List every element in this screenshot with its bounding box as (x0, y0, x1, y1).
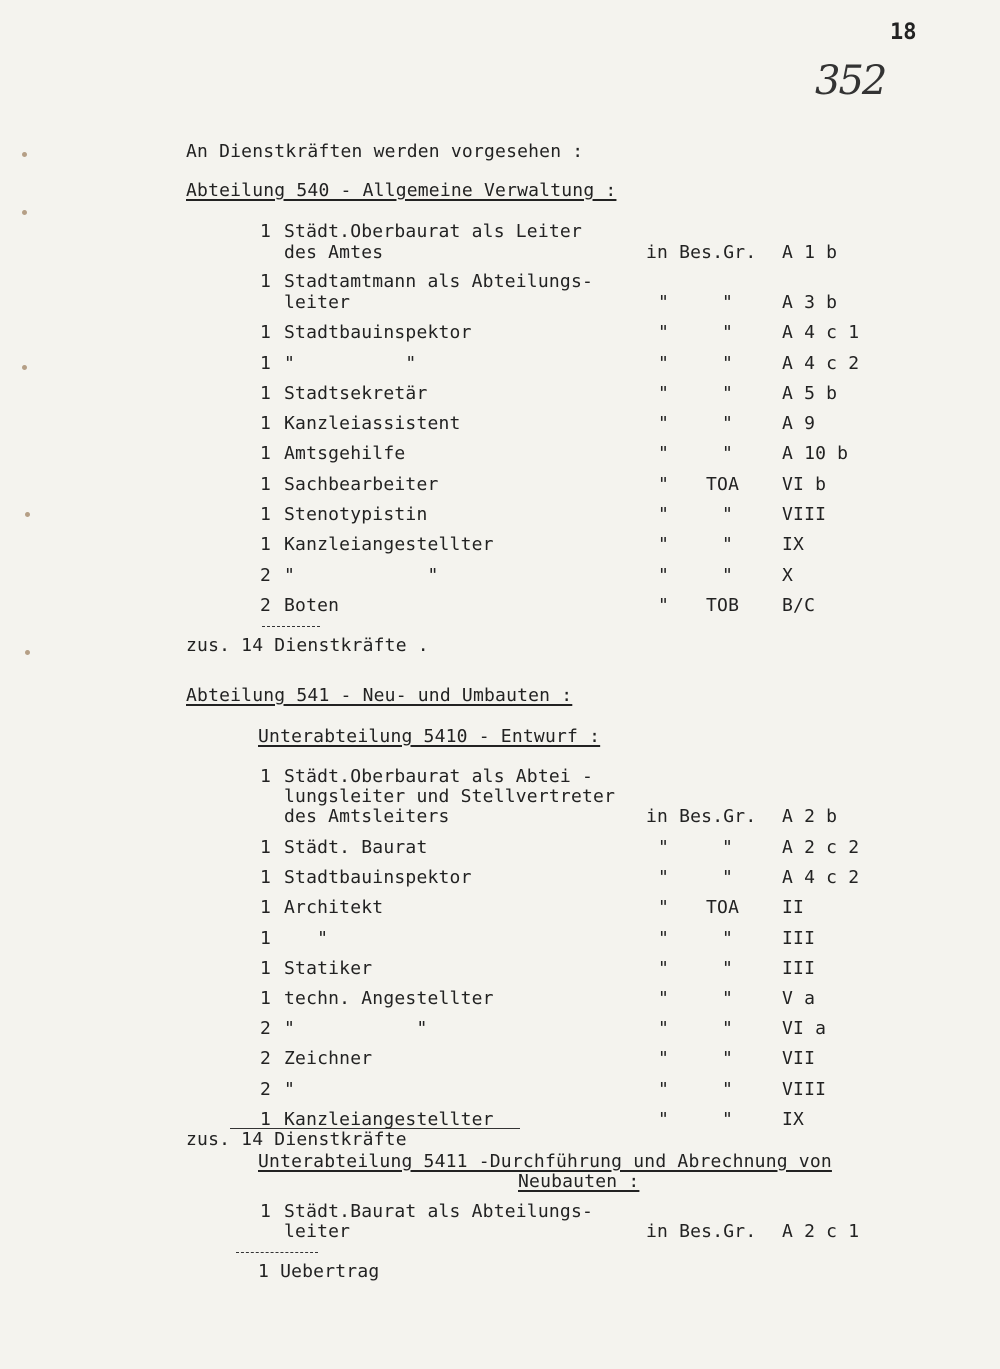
carry-line: 1 Uebertrag (258, 1261, 380, 1282)
row-position: Stenotypistin (284, 504, 428, 525)
row-ditto-1: " (658, 958, 670, 979)
row-position: leiter (284, 292, 351, 313)
row-grade: VI b (782, 474, 827, 495)
row-ditto-1: " (658, 1048, 670, 1069)
row-count: 1 (260, 221, 272, 242)
row-pay-scale: " (722, 1079, 734, 1100)
row-position: Sachbearbeiter (284, 474, 439, 495)
row-count: 1 (260, 766, 272, 787)
row-count: 1 (260, 867, 272, 888)
row-pay-scale: " (722, 322, 734, 343)
row-position: leiter (284, 1221, 351, 1242)
row-grade: A 10 b (782, 443, 849, 464)
carry-divider (236, 1252, 318, 1253)
row-count: 1 (260, 897, 272, 918)
row-grade: VI a (782, 1018, 827, 1039)
punch-mark (22, 210, 27, 215)
row-count: 2 (260, 1079, 272, 1100)
row-grade: A 4 c 2 (782, 867, 860, 888)
row-position: Amtsgehilfe (284, 443, 406, 464)
row-count: 2 (260, 1018, 272, 1039)
row-count: 1 (260, 1109, 272, 1130)
row-ditto-1: " (658, 1109, 670, 1130)
section-540-total: zus. 14 Dienstkräfte . (186, 635, 429, 656)
row-grade: VII (782, 1048, 816, 1069)
punch-mark (25, 512, 30, 517)
section-541-heading: Abteilung 541 - Neu- und Umbauten : (186, 685, 573, 706)
sum-divider (262, 626, 320, 627)
row-position: " " (284, 353, 417, 374)
row-ditto-1: " (658, 292, 670, 313)
row-count: 1 (260, 988, 272, 1009)
row-pay-scale: " (722, 504, 734, 525)
row-grade: VIII (782, 504, 827, 525)
row-position: Architekt (284, 897, 384, 918)
handwritten-page-number: 352 (815, 58, 886, 104)
row-ditto-1: " (658, 595, 670, 616)
row-position: Stadtbauinspektor (284, 867, 472, 888)
row-pay-scale: " (722, 292, 734, 313)
row-position: Städt.Oberbaurat als Abtei - (284, 766, 594, 787)
subsection-5411-heading: Unterabteilung 5411 -Durchführung und Abrechnung von (258, 1151, 832, 1172)
row-count: 1 (260, 504, 272, 525)
row-position: techn. Angestellter (284, 988, 494, 1009)
row-pay-scale: TOB (706, 595, 740, 616)
row-position: Zeichner (284, 1048, 373, 1069)
row-position: Kanzleiangestellter (284, 534, 494, 555)
row-pay-scale: " (722, 565, 734, 586)
row-position: Kanzleiassistent (284, 413, 461, 434)
section-540-heading: Abteilung 540 - Allgemeine Verwaltung : (186, 180, 617, 201)
punch-mark (25, 650, 30, 655)
row-count: 1 (260, 958, 272, 979)
row-position: Statiker (284, 958, 373, 979)
row-grade: A 2 c 1 (782, 1221, 860, 1242)
row-position: Stadtamtmann als Abteilungs- (284, 271, 594, 292)
row-pay-scale: " (722, 1109, 734, 1130)
row-ditto-1: " (658, 988, 670, 1009)
row-grade: A 9 (782, 413, 816, 434)
row-grade: IX (782, 1109, 805, 1130)
row-count: 1 (260, 474, 272, 495)
row-pay-group-label: in Bes.Gr. (646, 1221, 757, 1242)
row-count: 1 (260, 928, 272, 949)
row-pay-scale: " (722, 1018, 734, 1039)
row-count: 1 (260, 322, 272, 343)
row-pay-group-label: in Bes.Gr. (646, 806, 757, 827)
row-grade: X (782, 565, 794, 586)
row-position: Kanzleiangestellter (284, 1109, 494, 1130)
row-position: Städt.Baurat als Abteilungs- (284, 1201, 594, 1222)
row-grade: A 2 c 2 (782, 837, 860, 858)
row-grade: III (782, 928, 816, 949)
row-ditto-1: " (658, 443, 670, 464)
row-pay-scale: " (722, 413, 734, 434)
row-grade: IX (782, 534, 805, 555)
subsection-5410-heading: Unterabteilung 5410 - Entwurf : (258, 726, 601, 747)
row-count: 1 (260, 353, 272, 374)
row-ditto-1: " (658, 383, 670, 404)
row-ditto-1: " (658, 897, 670, 918)
row-pay-scale: " (722, 1048, 734, 1069)
row-grade: III (782, 958, 816, 979)
row-grade: A 4 c 1 (782, 322, 860, 343)
row-grade: A 1 b (782, 242, 838, 263)
row-ditto-1: " (658, 353, 670, 374)
row-grade: A 3 b (782, 292, 838, 313)
row-ditto-1: " (658, 322, 670, 343)
row-pay-scale: " (722, 837, 734, 858)
row-count: 2 (260, 595, 272, 616)
row-count: 2 (260, 565, 272, 586)
row-ditto-1: " (658, 1018, 670, 1039)
row-count: 1 (260, 413, 272, 434)
row-ditto-1: " (658, 534, 670, 555)
row-grade: A 4 c 2 (782, 353, 860, 374)
row-position: Stadtbauinspektor (284, 322, 472, 343)
row-count: 1 (260, 837, 272, 858)
row-pay-scale: TOA (706, 897, 740, 918)
row-position: Stadtsekretär (284, 383, 428, 404)
row-pay-scale: " (722, 958, 734, 979)
row-count: 1 (260, 1201, 272, 1222)
subsection-5411-heading-cont: Neubauten : (518, 1171, 640, 1192)
row-position: Städt. Baurat (284, 837, 428, 858)
row-position: des Amtsleiters (284, 806, 450, 827)
row-grade: VIII (782, 1079, 827, 1100)
row-ditto-1: " (658, 504, 670, 525)
subsection-5410-total: zus. 14 Dienstkräfte (186, 1129, 407, 1150)
row-pay-scale: " (722, 443, 734, 464)
row-pay-scale: " (722, 928, 734, 949)
row-pay-scale: TOA (706, 474, 740, 495)
row-count: 1 (260, 271, 272, 292)
row-pay-scale: " (722, 534, 734, 555)
row-pay-scale: " (722, 867, 734, 888)
row-position: " (284, 928, 329, 949)
row-grade: II (782, 897, 805, 918)
row-position: Boten (284, 595, 340, 616)
row-ditto-1: " (658, 837, 670, 858)
row-pay-group-label: in Bes.Gr. (646, 242, 757, 263)
page-number: 18 (890, 20, 917, 45)
punch-mark (22, 365, 27, 370)
row-position: " (284, 1079, 296, 1100)
row-pay-scale: " (722, 353, 734, 374)
row-count: 1 (260, 383, 272, 404)
intro-line: An Dienstkräften werden vorgesehen : (186, 141, 584, 162)
row-ditto-1: " (658, 413, 670, 434)
row-grade: A 5 b (782, 383, 838, 404)
row-pay-scale: " (722, 988, 734, 1009)
row-ditto-1: " (658, 565, 670, 586)
row-ditto-1: " (658, 1079, 670, 1100)
row-underline (230, 1128, 520, 1129)
row-position: " " (284, 1018, 428, 1039)
row-ditto-1: " (658, 928, 670, 949)
row-grade: B/C (782, 595, 816, 616)
row-ditto-1: " (658, 474, 670, 495)
row-count: 1 (260, 443, 272, 464)
row-pay-scale: " (722, 383, 734, 404)
row-count: 2 (260, 1048, 272, 1069)
punch-mark (22, 152, 27, 157)
row-position: lungsleiter und Stellvertreter (284, 786, 616, 807)
row-grade: A 2 b (782, 806, 838, 827)
row-ditto-1: " (658, 867, 670, 888)
row-position: des Amtes (284, 242, 384, 263)
row-position: Städt.Oberbaurat als Leiter (284, 221, 582, 242)
row-grade: V a (782, 988, 816, 1009)
row-count: 1 (260, 534, 272, 555)
row-position: " " (284, 565, 439, 586)
